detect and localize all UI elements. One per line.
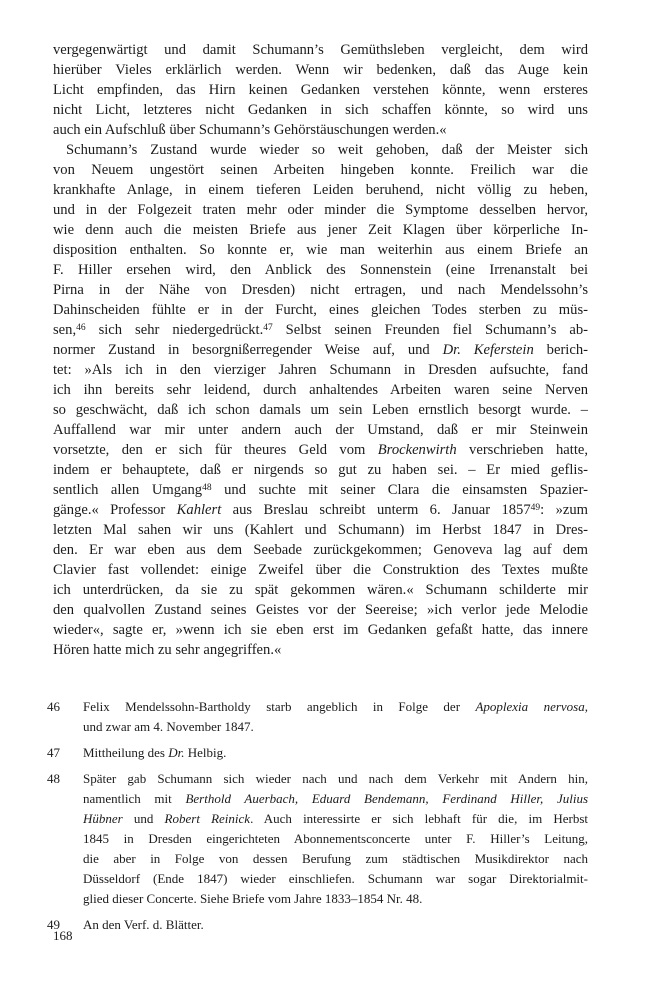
text-run: indem er behauptete, daß er nirgends so gut zu haben sei. – Er mied geflis- — [53, 462, 588, 478]
text-run: sen, — [53, 322, 77, 338]
text-run: letzten Mal sahen wir uns (Kahlert und Schumann) im Herbst 1847 in Dres- — [53, 522, 588, 538]
text-run: Später gab Schumann sich wieder nach und nach dem Verkehr mit Andern hin, — [83, 771, 588, 786]
text-line — [83, 916, 588, 936]
text-run: An den Verf. d. Blätter. — [83, 917, 204, 932]
text-line — [53, 520, 588, 540]
text-line — [53, 560, 588, 580]
text-run: und suchte mit seiner Clara die einsamsten Spazier- — [211, 482, 588, 498]
text-run: und — [122, 811, 165, 826]
text-line — [83, 698, 588, 718]
text-line — [83, 850, 588, 870]
text-run: wie denn auch die meisten Briefe aus jener Zeit Klagen über körperliche In- — [53, 222, 588, 238]
text-line — [53, 140, 588, 160]
paragraph — [53, 140, 588, 660]
text-line — [53, 380, 588, 400]
text-run: disposition enthalten. So konnte er, wie man weiterhin aus einem Briefe an — [53, 242, 588, 258]
text-run: von Neuem ungestört seinen Arbeiten hingeben konnte. Freilich war die — [53, 162, 588, 178]
text-line — [53, 440, 588, 460]
text-run: Pirna in der Nähe von Dresden) nicht ertragen, und nach Mendelssohn’s — [53, 282, 588, 298]
text-run: Robert Reinick — [164, 811, 251, 826]
page-number: 168 — [53, 928, 73, 943]
text-line — [83, 830, 588, 850]
text-run: Hören hatte mich zu sehr angegriffen.« — [53, 642, 282, 658]
footnote — [47, 916, 588, 936]
text-run: den. Er war eben aus dem Seebade zurückgekommen; Genoveva lag auf dem — [53, 542, 588, 558]
footnote-ref: 46 — [76, 323, 86, 333]
text-line — [53, 120, 588, 140]
text-run: normer Zustand in besorgnißerregender Weise auf, und — [53, 342, 443, 358]
text-run: Berthold Auerbach, Eduard Bendemann, Ferdinand Hiller, Julius — [185, 791, 588, 806]
text-run: Clavier fast vollendet: einige Zweifel über die Construktion des Textes mußte — [53, 562, 588, 578]
text-run: Düsseldorf (Ende 1847) wieder einschliefen. Schumann war sogar Direktorialmit- — [83, 871, 588, 886]
text-run: aus Breslau schreibt unterm 6. Januar 1857 — [221, 502, 531, 518]
text-line — [83, 718, 588, 738]
text-line — [53, 240, 588, 260]
text-run: glied dieser Concerte. Siehe Briefe vom Jahre 1833–1854 Nr. 48. — [83, 891, 423, 906]
text-line — [53, 100, 588, 120]
text-run: 1845 in Dresden eingerichteten Abonnementsconcerte unter F. Hiller’s Leitung, — [83, 831, 588, 846]
footnote-ref: 47 — [263, 323, 273, 333]
main-text — [53, 40, 588, 660]
footnote-number: 47 — [47, 745, 60, 760]
text-run: F. Hiller ersehen wird, den Anblick des Sonnenstein (eine Irrenanstalt bei — [53, 262, 588, 278]
text-run: die aber in Folge von dessen Berufung zum städtischen Musikdirektor nach — [83, 851, 588, 866]
text-line — [53, 360, 588, 380]
text-run: Auffallend war mir unter andern auch der Umstand, daß er mir Steinwein — [53, 422, 588, 438]
text-run: verschrieben hatte, — [456, 442, 588, 458]
text-run: Brockenwirth — [377, 442, 457, 458]
text-line — [53, 340, 588, 360]
text-run: namentlich mit — [83, 791, 186, 806]
text-run: Mittheilung des — [83, 745, 169, 760]
text-run: Selbst seinen Freunden fiel Schumann’s ab- — [272, 322, 588, 338]
footnote-ref: 49 — [530, 503, 541, 513]
footnote-ref: 48 — [202, 483, 212, 493]
text-line — [83, 744, 588, 764]
text-run: gänge.« Professor — [53, 502, 177, 518]
text-run: sentlich allen Umgang — [53, 482, 203, 498]
text-line — [53, 620, 588, 640]
text-run: den qualvollen Zustand seines Geistes vor der Seereise; »ich verlor jede Melodie — [53, 602, 588, 618]
footnote — [47, 744, 588, 764]
text-line — [53, 160, 588, 180]
text-line — [53, 60, 588, 80]
text-run: Helbig. — [184, 745, 227, 760]
footnote — [47, 770, 588, 910]
text-line — [53, 600, 588, 620]
text-line — [53, 420, 588, 440]
footnotes-section — [47, 698, 588, 942]
text-run: hierüber Vieles erklärlich werden. Wenn wir bedenken, daß das Auge kein — [53, 62, 588, 78]
text-line — [53, 180, 588, 200]
text-run: vergegenwärtigt und damit Schumann’s Gemüthsleben vergleicht, dem wird — [53, 42, 588, 58]
text-run: Apoplexia nervosa — [475, 699, 585, 714]
text-line — [53, 220, 588, 240]
text-run: . Auch interessirte er sich lebhaft für die, im Herbst — [250, 811, 588, 826]
text-run: Licht empfinden, das Hirn keinen Gedanken verstehen könnte, wenn ersteres — [53, 82, 588, 98]
text-line — [53, 540, 588, 560]
text-line — [83, 810, 588, 830]
text-run: ich ihn bereits sehr leidend, durch anhaltendes Arbeiten waren seine Nerven — [53, 382, 588, 398]
text-line — [83, 790, 588, 810]
footnote-number: 49 — [47, 917, 60, 932]
paragraph — [53, 40, 588, 140]
text-line — [53, 200, 588, 220]
text-line — [53, 460, 588, 480]
text-run: sich sehr niedergedrückt. — [85, 322, 264, 338]
text-run: ich unterdrücken, da sie zu spät gekommen wären.« Schumann schilderte mir — [53, 582, 588, 598]
text-line — [53, 480, 588, 500]
text-run: vorsetzte, den er sich für theures Geld vom — [53, 442, 378, 458]
text-line — [53, 400, 588, 420]
text-line — [83, 890, 588, 910]
text-line — [53, 80, 588, 100]
text-run: und in der Folgezeit traten mehr oder minder die Symptome desselben hervor, — [53, 202, 588, 218]
text-run: wieder«, sagte er, »wenn ich sie eben erst im Gedanken gefaßt hatte, das innere — [53, 622, 588, 638]
text-run: , — [584, 699, 588, 714]
text-line — [83, 770, 588, 790]
text-line — [53, 280, 588, 300]
text-line — [53, 300, 588, 320]
text-run: und zwar am 4. November 1847. — [83, 719, 254, 734]
text-run: Schumann’s Zustand wurde wieder so weit gehoben, daß der Meister sich — [66, 142, 588, 158]
text-run: Dahinscheiden fühlte er in der Furcht, eines gleichen Todes sterben zu müs- — [53, 302, 588, 318]
text-run: auch ein Aufschluß über Schumann’s Gehörstäuschungen werden.« — [53, 122, 447, 138]
text-run: Dr. Keferstein — [442, 342, 534, 358]
text-run: Felix Mendelssohn-Bartholdy starb angeblich in Folge der — [83, 699, 476, 714]
text-run: krankhafte Anlage, in einem tieferen Leiden beruhend, nicht völlig zu heben, — [53, 182, 588, 198]
text-run: so geschwächt, daß ich schon damals um sein Leben ernstlich besorgt wurde. – — [53, 402, 588, 418]
text-run: tet: »Als ich in den vierziger Jahren Schumann in Dresden aufsuchte, fand — [53, 362, 588, 378]
footnote — [47, 698, 588, 738]
text-run: : »zum — [540, 502, 588, 518]
text-run: Dr. — [168, 745, 185, 760]
text-line — [83, 870, 588, 890]
text-line — [53, 640, 588, 660]
text-line — [53, 500, 588, 520]
text-line — [53, 580, 588, 600]
text-run: Kahlert — [176, 502, 222, 518]
text-line — [53, 320, 588, 340]
text-run: berich- — [533, 342, 588, 358]
text-run: nicht Licht, letzteres nicht Gedanken in sich schaffen könnte, so wird uns — [53, 102, 588, 118]
text-line — [53, 260, 588, 280]
text-line — [53, 40, 588, 60]
footnote-number: 46 — [47, 699, 60, 714]
footnote-number: 48 — [47, 771, 60, 786]
text-run: Hübner — [83, 811, 123, 826]
